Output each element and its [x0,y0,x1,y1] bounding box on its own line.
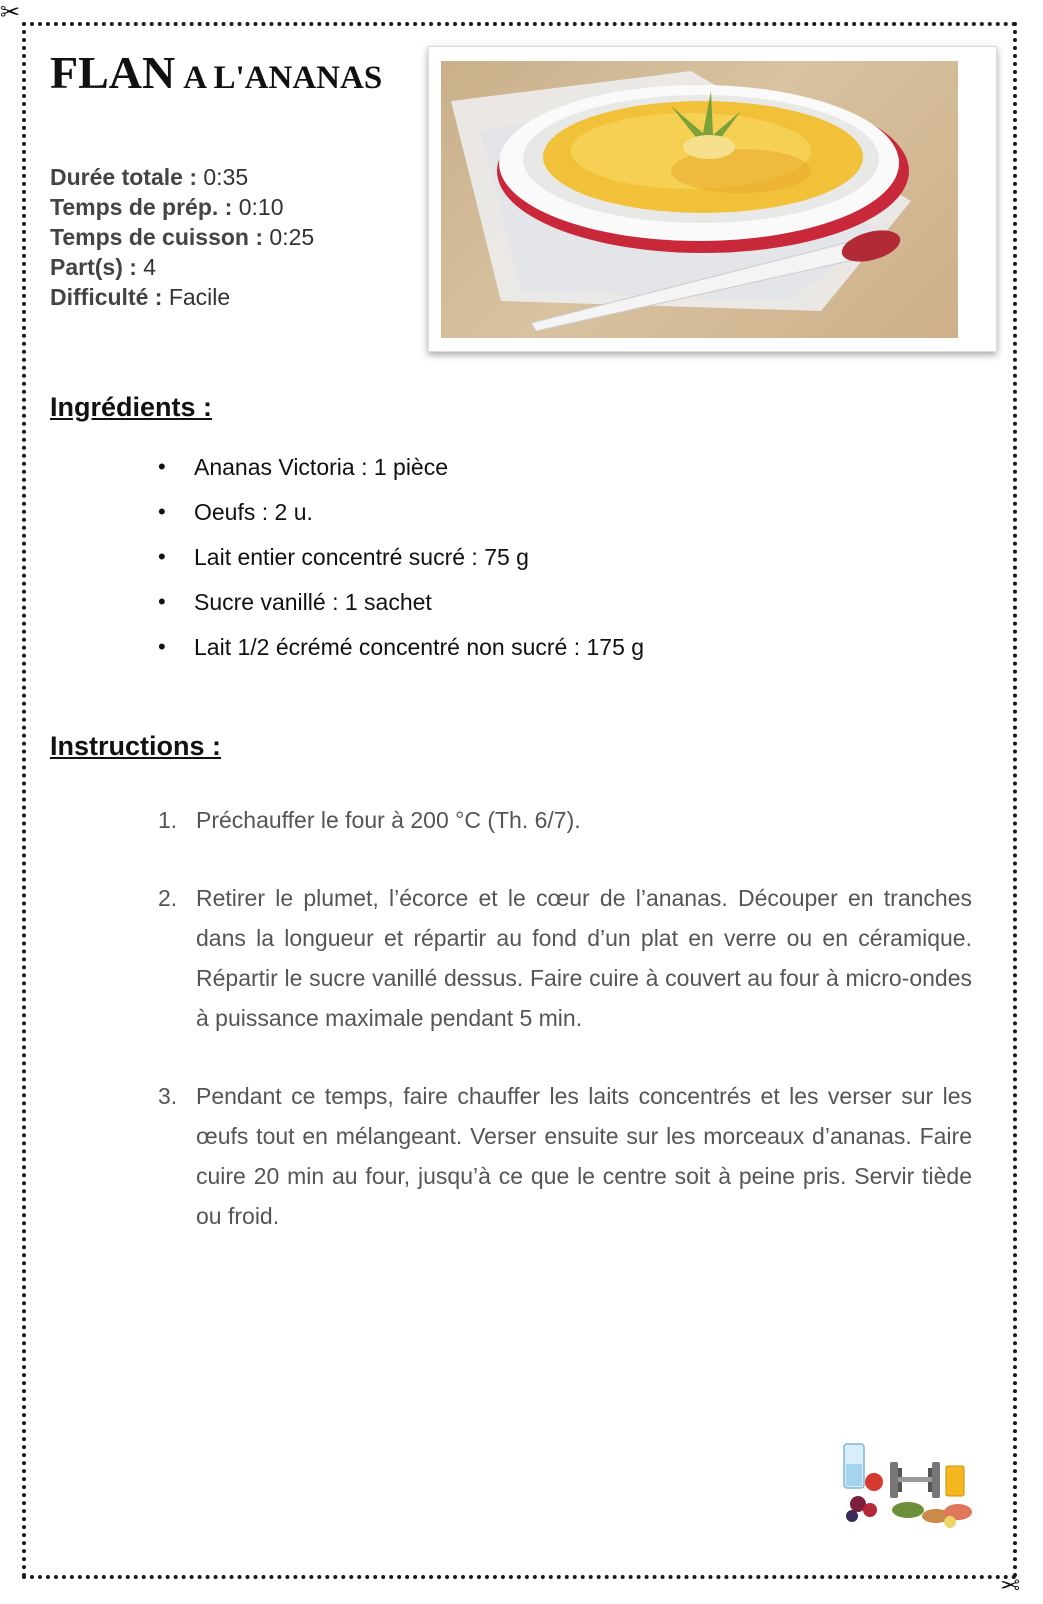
meta-label: Part(s) : [50,254,137,280]
recipe-meta [50,162,314,312]
instruction-step [158,1076,972,1236]
meta-cook-time [50,222,314,252]
flan-dish-illustration [441,61,958,338]
scissors-icon: ✂ [0,0,21,26]
meta-value: 0:35 [203,164,249,190]
instruction-step [158,878,972,1038]
meta-servings [50,252,314,282]
fitness-food-logo [838,1438,980,1530]
bullet-icon: • [158,544,166,569]
meta-difficulty [50,282,314,312]
ingredient-item [158,497,644,542]
meta-label: Durée totale : [50,164,197,190]
title-main: FLAN [50,47,176,98]
ingredient-text: Lait entier concentré sucré : 75 g [194,544,529,570]
step-text: Retirer le plumet, l’écorce et le cœur de l’ananas. Découper en tranches dans la longueur et répartir au fond d’un plat en verre ou en céramique. Répartir le sucre vanillé dessus. Faire cuire à couvert au four à micro-ondes à puissance maximale pendant 5 min. [196,885,972,1031]
instructions-list [158,800,972,1236]
ingredient-text: Sucre vanillé : 1 sachet [194,589,432,615]
meta-value: 0:25 [269,224,315,250]
bullet-icon: • [158,589,166,614]
recipe-title [50,46,382,99]
bullet-icon: • [158,454,166,479]
meta-value: Facile [168,284,231,310]
ingredient-item [158,542,644,587]
instructions-heading: Instructions : [50,731,222,761]
instruction-step [158,800,972,840]
step-number: 3. [158,1083,178,1109]
scissors-icon: ✂ [1000,1570,1021,1598]
meta-label: Temps de prép. : [50,194,233,220]
title-rest: A L'ANANAS [183,60,383,96]
bullet-icon: • [158,499,166,524]
ingredient-text: Lait 1/2 écrémé concentré non sucré : 175 g [194,634,645,660]
ingredient-item [158,587,644,632]
ingredient-item [158,452,644,497]
bullet-icon: • [158,634,166,659]
meta-value: 4 [143,254,157,280]
step-number: 2. [158,885,178,911]
step-text: Pendant ce temps, faire chauffer les laits concentrés et les verser sur les œufs tout en mélangeant. Verser ensuite sur les morceaux d’ananas. Faire cuire 20 min au four, jusqu’à ce que le centre soit à peine pris. Servir tiède ou froid. [196,1083,972,1229]
step-number: 1. [158,807,178,833]
ingredients-heading: Ingrédients : [50,392,213,422]
meta-total-time [50,162,314,192]
ingredients-list [158,452,644,677]
ingredient-text: Ananas Victoria : 1 pièce [194,454,449,480]
recipe-photo-frame [428,46,997,352]
meta-value: 0:10 [238,194,284,220]
recipe-photo [441,61,958,338]
ingredient-text: Oeufs : 2 u. [194,499,313,525]
ingredient-item [158,632,644,677]
step-text: Préchauffer le four à 200 °C (Th. 6/7). [196,807,581,833]
meta-prep-time [50,192,314,222]
meta-label: Temps de cuisson : [50,224,264,250]
meta-label: Difficulté : [50,284,163,310]
